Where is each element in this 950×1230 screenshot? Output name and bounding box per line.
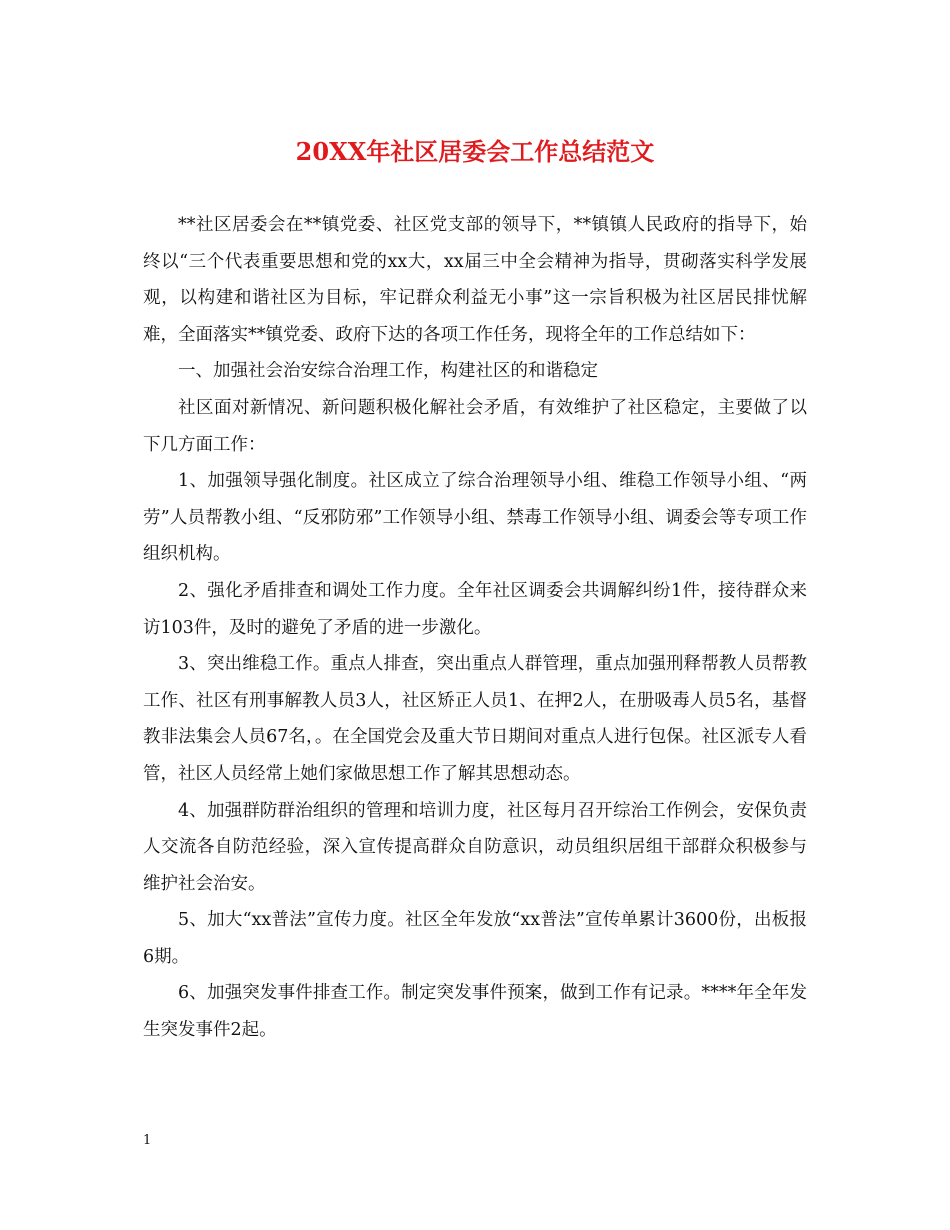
- paragraph-item-4: 4、加强群防群治组织的管理和培训力度，社区每月召开综治工作例会，安保负责人交流各自防范经验，深入宣传提高群众自防意识，动员组织居组干部群众积极参与维护社会治安。: [143, 800, 807, 894]
- paragraph-item-5: 5、加大“xx普法”宣传力度。社区全年发放“xx普法”宣传单累计3600份，出板报6期。: [143, 910, 807, 967]
- page-number: 1: [143, 1133, 152, 1148]
- section-heading-1: 一、加强社会治安综合治理工作，构建社区的和谐稳定: [178, 361, 598, 382]
- paragraph-item-2: 2、强化矛盾排查和调处工作力度。全年社区调委会共调解纠纷1件，接待群众来访103件，及时的避免了矛盾的进一步激化。: [143, 580, 807, 638]
- paragraph-section-intro: 社区面对新情况、新问题积极化解社会矛盾，有效维护了社区稳定，主要做了以下几方面工作：: [143, 397, 807, 455]
- paragraph-item-1: 1、加强领导强化制度。社区成立了综合治理领导小组、维稳工作领导小组、“两劳”人员帮教小组、“反邪防邪”工作领导小组、禁毒工作领导小组、调委会等专项工作组织机构。: [143, 471, 807, 565]
- paragraph-intro: **社区居委会在**镇党委、社区党支部的领导下，**镇镇人民政府的指导下，始终以“三个代表重要思想和党的xx大，xx届三中全会精神为指导，贯砌落实科学发展观，以构建和谐社区为目标，牢记群众利益无小事”这一宗旨积极为社区居民排忧解难，全面落实**镇党委、政府下达的各项工作任务，现将全年的工作总结如下：: [143, 215, 807, 345]
- document-body: [143, 207, 807, 1049]
- paragraph-item-3: 3、突出维稳工作。重点人排查，突出重点人群管理，重点加强刑释帮教人员帮教工作、社区有刑事解教人员3人，社区矫正人员1、在押2人，在册吸毒人员5名，基督教非法集会人员67名，。在全国党会及重大节日期间对重点人进行包保。社区派专人看管，社区人员经常上她们家做思想工作了解其思想动态。: [143, 654, 807, 784]
- document-title: 20XX年社区居委会工作总结范文: [295, 137, 655, 166]
- paragraph-item-6: 6、加强突发事件排查工作。制定突发事件预案，做到工作有记录。****年全年发生突发事件2起。: [143, 983, 807, 1041]
